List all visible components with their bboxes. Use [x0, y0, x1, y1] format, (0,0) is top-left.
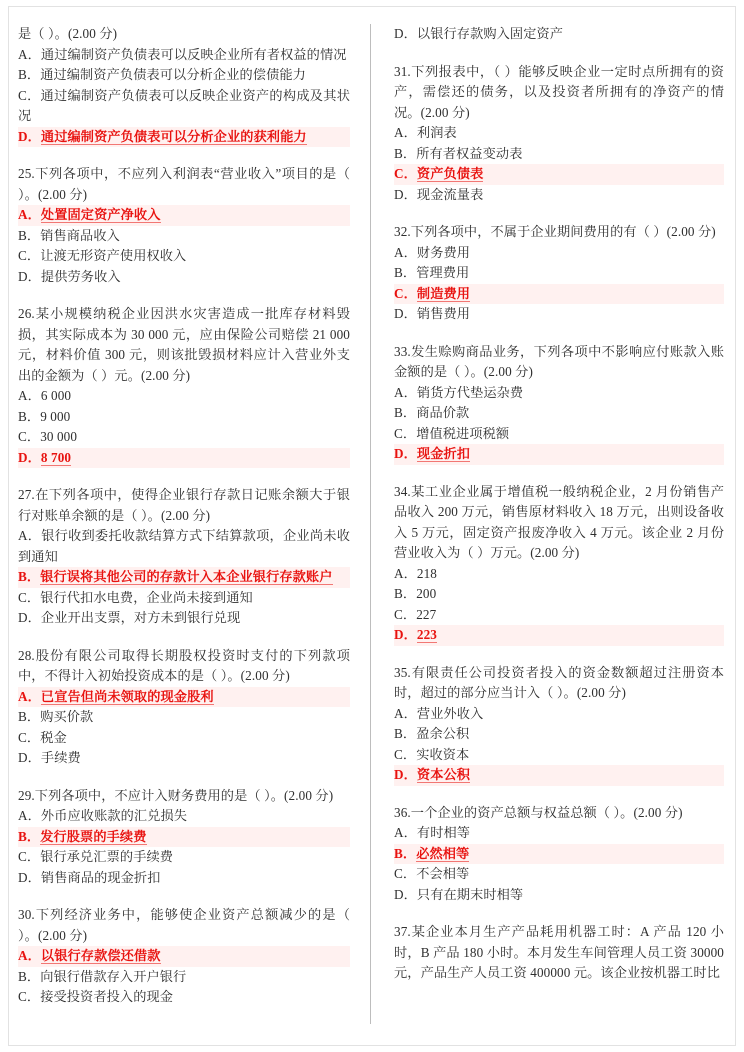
option-text: 向银行借款存入开户银行 [40, 968, 187, 984]
option-marker: B． [394, 265, 417, 280]
option-text: 通过编制资产负债表可以分析企业的获利能力 [40, 128, 307, 144]
option-text: 财务费用 [416, 244, 471, 260]
option-marker: B． [394, 586, 417, 601]
option-marker: A． [394, 125, 417, 140]
two-column-layout [18, 24, 726, 1032]
question-block [18, 646, 350, 769]
option-text: 银行收到委托收款结算方式下结算款项，企业尚未收到通知 [18, 528, 350, 564]
option-text: 销货方代垫运杂费 [416, 384, 524, 400]
option-marker: A． [394, 384, 417, 400]
option-marker: D． [394, 767, 417, 782]
option-marker: C． [394, 425, 417, 441]
option-marker: C． [394, 285, 417, 301]
question-block [394, 24, 724, 45]
option-text: 增值税进项税额 [416, 425, 510, 441]
option-marker: C． [18, 849, 41, 864]
right-column [378, 24, 724, 1032]
option[interactable] [394, 864, 724, 885]
option-text: 30 000 [40, 429, 78, 444]
option-marker: D． [18, 268, 41, 284]
option[interactable] [18, 86, 350, 127]
option[interactable] [18, 427, 350, 448]
option[interactable] [18, 608, 350, 629]
option[interactable] [394, 584, 724, 605]
option-answer[interactable] [394, 765, 724, 786]
option-marker: C． [18, 989, 41, 1004]
option[interactable] [18, 588, 350, 609]
option-marker: D． [18, 750, 41, 765]
option-text: 银行承兑汇票的手续费 [40, 849, 174, 864]
option-text: 所有者权益变动表 [416, 145, 523, 161]
option-text: 必然相等 [416, 845, 470, 861]
option-marker: D． [394, 26, 417, 41]
option-text: 商品价款 [416, 405, 470, 420]
option[interactable] [18, 407, 350, 428]
option-answer[interactable] [18, 567, 350, 588]
option-marker: C． [18, 248, 41, 263]
option[interactable] [18, 45, 350, 66]
option-text: 盈余公积 [416, 726, 470, 741]
option-text: 223 [416, 627, 438, 642]
option-answer[interactable] [18, 687, 350, 708]
option[interactable] [18, 526, 350, 567]
option-text: 有时相等 [416, 825, 471, 840]
question-stem: 25.下列各项中，不应列入利润表“营业收入”项目的是（ ）。(2.00 分) [18, 166, 350, 202]
option-text: 218 [416, 565, 438, 581]
option[interactable] [18, 847, 350, 868]
question-block [18, 304, 350, 468]
option-answer[interactable] [18, 127, 350, 148]
option-marker: A． [18, 388, 41, 403]
question-block [394, 803, 724, 906]
option-marker: A． [394, 705, 417, 721]
option-answer[interactable] [18, 946, 350, 967]
option[interactable] [394, 383, 724, 404]
option-text: 通过编制资产负债表可以反映企业资产的构成及其状况 [18, 87, 350, 123]
option[interactable] [394, 304, 724, 325]
question-block [18, 786, 350, 889]
option-marker: C． [394, 746, 417, 762]
option-marker: A． [18, 46, 41, 62]
option[interactable] [394, 724, 724, 745]
option-answer[interactable] [394, 625, 724, 646]
option[interactable] [18, 226, 350, 247]
option[interactable] [18, 267, 350, 288]
option-marker: C． [394, 866, 417, 881]
option-marker: D． [394, 627, 417, 642]
option-text: 销售商品收入 [40, 227, 120, 243]
option-text: 227 [416, 606, 437, 622]
question-stem: 36.一个企业的资产总额与权益总额（ ）。(2.00 分) [394, 804, 683, 820]
option-text: 营业外收入 [416, 705, 484, 721]
option-text: 销售费用 [416, 306, 471, 321]
option-text: 6 000 [40, 388, 72, 403]
question-block [394, 222, 724, 325]
option-marker: D． [18, 128, 41, 144]
question-stem: 37.某企业本月生产产品耗用机器工时：A 产品 120 小时，B 产品 180 小时。本月发生车间管理人员工资 30000 元，产品生产人员工资 400000 元。该企业按机器工时比 [394, 924, 724, 980]
option[interactable] [394, 24, 724, 45]
option-marker: D． [18, 449, 41, 465]
option-marker: A． [18, 207, 41, 222]
option[interactable] [18, 806, 350, 827]
option[interactable] [394, 144, 724, 165]
option-marker: B． [394, 845, 417, 861]
option-text: 通过编制资产负债表可以反映企业所有者权益的情况 [40, 46, 347, 62]
option[interactable] [18, 748, 350, 769]
option[interactable] [18, 728, 350, 749]
option[interactable] [394, 605, 724, 626]
option-marker: C． [18, 729, 41, 745]
option-marker: A． [18, 808, 41, 823]
question-block [18, 24, 350, 147]
option-text: 200 [416, 586, 437, 601]
option-text: 不会相等 [416, 866, 470, 881]
option-marker: A． [18, 528, 42, 543]
option-text: 手续费 [40, 750, 81, 765]
option-answer[interactable] [394, 284, 724, 305]
option-marker: D． [394, 186, 417, 202]
option[interactable] [394, 745, 724, 766]
question-stem: 28.股份有限公司取得长期股权投资时支付的下列款项中，不得计入初始投资成本的是（ ）。(2.00 分) [18, 647, 350, 683]
option-text: 现金流量表 [416, 186, 484, 202]
question-block [18, 905, 350, 1008]
option-answer[interactable] [394, 444, 724, 465]
option-text: 购买价款 [40, 709, 94, 724]
option-marker: B． [394, 145, 417, 161]
option-answer[interactable] [18, 205, 350, 226]
option-marker: A． [394, 244, 417, 260]
question-block [394, 342, 724, 465]
question-stem: 是（ ）。(2.00 分) [18, 26, 118, 41]
option-marker: B． [18, 227, 41, 243]
option-text: 发行股票的手续费 [40, 828, 147, 844]
option-text: 销售商品的现金折扣 [40, 869, 161, 885]
option-answer[interactable] [18, 827, 350, 848]
question-block [394, 922, 724, 984]
option-marker: D． [394, 886, 417, 902]
option[interactable] [394, 704, 724, 725]
option[interactable] [394, 564, 724, 585]
question-stem: 27.在下列各项中，使得企业银行存款日记账余额大于银行对账单余额的是（ ）。(2.00 分) [18, 487, 350, 523]
option-marker: D． [394, 306, 417, 321]
option-text: 让渡无形资产使用权收入 [40, 248, 187, 263]
option-marker: C． [18, 589, 41, 605]
left-column [18, 24, 364, 1032]
option-text: 以银行存款购入固定资产 [416, 26, 564, 41]
option-text: 8 700 [40, 449, 72, 465]
option-marker: B． [18, 709, 41, 724]
question-block [18, 485, 350, 629]
question-block [394, 482, 724, 646]
option-text: 提供劳务收入 [40, 268, 121, 284]
column-divider [370, 24, 371, 1024]
option-text: 只有在期末时相等 [416, 886, 524, 902]
option-marker: A． [18, 688, 41, 704]
option[interactable] [18, 386, 350, 407]
question-stem: 32.下列各项中，不属于企业期间费用的有（ ）(2.00 分) [394, 224, 716, 239]
question-stem: 31.下列报表中，（ ）能够反映企业一定时点所拥有的资产，需偿还的债务，以及投资者所拥有的净资产的情况。(2.00 分) [394, 63, 724, 120]
option-text: 通过编制资产负债表可以分析企业的偿债能力 [40, 67, 306, 82]
question-stem: 35.有限责任公司投资者投入的资金数额超过注册资本时，超过的部分应当计入（ ）。(2.00 分) [394, 664, 724, 700]
option-marker: C． [394, 166, 417, 181]
option-marker: B． [18, 968, 41, 984]
option-answer[interactable] [394, 164, 724, 185]
option-text: 企业开出支票，对方未到银行兑现 [40, 610, 241, 625]
question-stem: 33.发生赊购商品业务，下列各项中不影响应付账款入账金额的是（ ）。(2.00 分) [394, 343, 724, 379]
option-text: 以银行存款偿还借款 [40, 948, 161, 963]
option[interactable] [394, 424, 724, 445]
option-text: 已宣告但尚未领取的现金股利 [40, 688, 214, 704]
question-block [394, 663, 724, 786]
option-text: 管理费用 [416, 265, 470, 280]
option-marker: A． [394, 565, 417, 581]
option[interactable] [18, 65, 350, 86]
option-text: 实收资本 [416, 746, 470, 762]
option-marker: C． [18, 429, 41, 444]
option[interactable] [18, 967, 350, 988]
option-answer[interactable] [394, 844, 724, 865]
question-stem: 29.下列各项中，不应计入财务费用的是（ ）。(2.00 分) [18, 787, 334, 803]
option-text: 资产负债表 [416, 166, 484, 181]
question-block [394, 62, 724, 206]
question-stem: 26.某小规模纳税企业因洪水灾害造成一批库存材料毁损，其实际成本为 30 000 元，应由保险公司赔偿 21 000 元，材料价值 300 元，则该批毁损材料应计入营业外支出的金额为（ ）元。(2.00 分) [18, 306, 350, 383]
question-block [18, 164, 350, 287]
option-marker: C． [394, 606, 417, 622]
option-text: 处置固定资产净收入 [40, 207, 161, 222]
option-marker: D． [394, 446, 417, 461]
option[interactable] [18, 868, 350, 889]
option-marker: D． [18, 869, 41, 885]
option[interactable] [394, 403, 724, 424]
option-text: 外币应收账款的汇兑损失 [40, 808, 188, 823]
option-text: 利润表 [416, 125, 457, 140]
option-marker: B． [18, 569, 41, 584]
option-text: 9 000 [40, 408, 71, 424]
option-marker: D． [18, 610, 41, 625]
option-answer[interactable] [18, 448, 350, 469]
option[interactable] [394, 243, 724, 264]
option-text: 银行误将其他公司的存款计入本企业银行存款账户 [40, 569, 333, 584]
option-marker: C． [18, 87, 41, 103]
option-marker: A． [18, 948, 41, 963]
option[interactable] [394, 823, 724, 844]
option-text: 接受投资者投入的现金 [40, 989, 174, 1004]
option[interactable] [18, 707, 350, 728]
option[interactable] [394, 185, 724, 206]
option-text: 现金折扣 [416, 446, 471, 461]
question-stem: 34.某工业企业属于增值税一般纳税企业，2 月份销售产品收入 200 万元，销售原材料收入 18 万元，出则设备收入 5 万元，固定资产报废净收入 4 万元。该企业 2 月份营业收入为（ ）万元。(2.00 分) [394, 483, 724, 560]
option-text: 银行代扣水电费，企业尚未接到通知 [40, 589, 253, 605]
option[interactable] [18, 246, 350, 267]
option-text: 税金 [40, 729, 67, 745]
option-marker: B． [394, 405, 417, 420]
option-marker: B． [18, 67, 41, 82]
option-marker: B． [18, 828, 41, 844]
option-text: 资本公积 [416, 767, 471, 782]
option-text: 制造费用 [416, 285, 471, 301]
question-stem: 30.下列经济业务中，能够使企业资产总额减少的是（ ）。(2.00 分) [18, 907, 350, 943]
option[interactable] [394, 123, 724, 144]
option[interactable] [394, 263, 724, 284]
option-marker: B． [18, 408, 41, 424]
option[interactable] [18, 987, 350, 1008]
option-marker: A． [394, 825, 417, 840]
option-marker: B． [394, 726, 417, 741]
option[interactable] [394, 885, 724, 906]
